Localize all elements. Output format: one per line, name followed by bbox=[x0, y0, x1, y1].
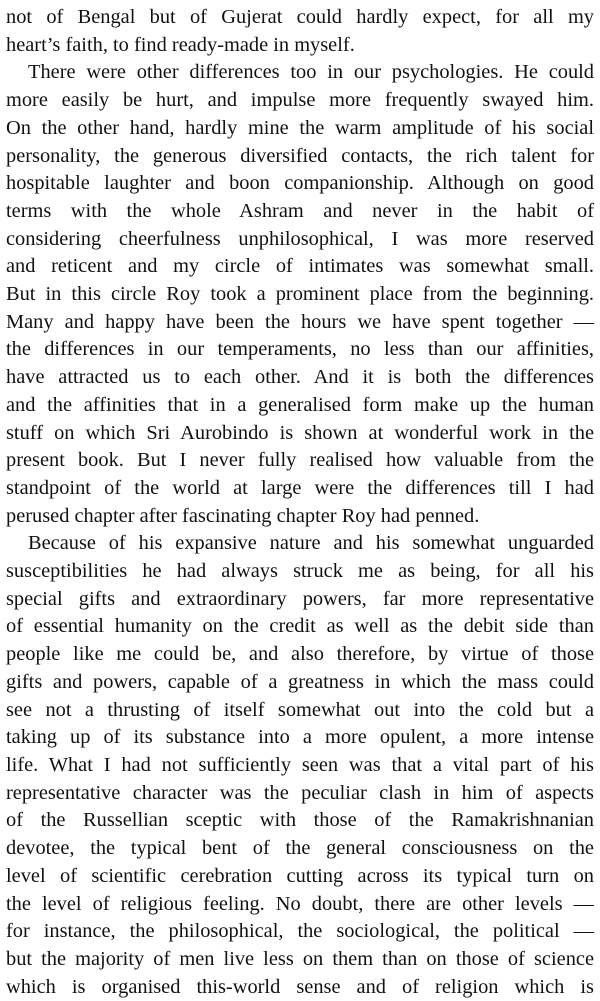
text-line: have attracted us to each other. And it is both the differences bbox=[6, 366, 594, 389]
text-line: which is organised this-world sense and of religion which is bbox=[6, 975, 594, 998]
text-line: and the affinities that in a generalised form make up the human bbox=[6, 393, 594, 416]
text-line: special gifts and extraordinary powers, far more representative bbox=[6, 587, 594, 610]
text-line: taking up of its substance into a more opulent, a more intense bbox=[6, 726, 594, 749]
text-line: the level of religious feeling. No doubt, there are other levels — bbox=[6, 892, 594, 915]
text-line: susceptibilities he had always struck me as being, for all his bbox=[6, 560, 594, 583]
text-line: not of Bengal but of Gujerat could hardly expect, for all my bbox=[6, 6, 594, 28]
text-line: people like me could be, and also therefore, by virtue of those bbox=[6, 643, 594, 666]
text-line: see not a thrusting of itself somewhat out into the cold but a bbox=[6, 698, 594, 721]
text-line: But in this circle Roy took a prominent place from the beginning. bbox=[6, 283, 594, 306]
text-line: representative character was the peculiar clash in him of aspects bbox=[6, 781, 594, 804]
text-line: considering cheerfulness unphilosophical, I was more reserved bbox=[6, 227, 594, 250]
text-line: more easily be hurt, and impulse more frequently swayed him. bbox=[6, 89, 594, 112]
text-line: stuff on which Sri Aurobindo is shown at wonderful work in the bbox=[6, 421, 594, 444]
text-line: standpoint of the world at large were the differences till I had bbox=[6, 476, 594, 499]
text-line: devotee, the typical bent of the general consciousness on the bbox=[6, 837, 594, 860]
text-line: of the Russellian sceptic with those of the Ramakrishnanian bbox=[6, 809, 594, 832]
text-line: and reticent and my circle of intimates was somewhat small. bbox=[6, 255, 594, 278]
text-line: personality, the generous diversified contacts, the rich talent for bbox=[6, 144, 594, 167]
text-line: perused chapter after fascinating chapter Roy had penned. bbox=[6, 504, 480, 527]
paragraph-2 bbox=[6, 59, 594, 530]
text-line: heart’s faith, to find ready-made in myself. bbox=[6, 33, 355, 56]
text-line: gifts and powers, capable of a greatness in which the mass could bbox=[6, 670, 594, 693]
text-line: but the majority of men live less on them than on those of science bbox=[6, 947, 594, 970]
text-line: level of scientific cerebration cutting across its typical turn on bbox=[6, 864, 594, 887]
text-line: Many and happy have been the hours we have spent together — bbox=[6, 310, 594, 333]
text-line: for instance, the philosophical, the sociological, the political — bbox=[6, 920, 594, 943]
text-line: the differences in our temperaments, no less than our affinities, bbox=[6, 338, 594, 361]
paragraph-3 bbox=[6, 530, 594, 1001]
paragraph-1 bbox=[6, 4, 594, 59]
text-line: Because of his expansive nature and his somewhat unguarded bbox=[28, 532, 594, 555]
text-line: of essential humanity on the credit as well as the debit side than bbox=[6, 615, 594, 638]
text-line: On the other hand, hardly mine the warm amplitude of his social bbox=[6, 116, 594, 139]
text-line: terms with the whole Ashram and never in the habit of bbox=[6, 199, 594, 222]
text-line: present book. But I never fully realised how valuable from the bbox=[6, 449, 594, 472]
text-line: hospitable laughter and boon companionship. Although on good bbox=[6, 172, 594, 195]
text-line: life. What I had not sufficiently seen was that a vital part of his bbox=[6, 753, 594, 776]
text-line: There were other differences too in our psychologies. He could bbox=[28, 61, 594, 84]
